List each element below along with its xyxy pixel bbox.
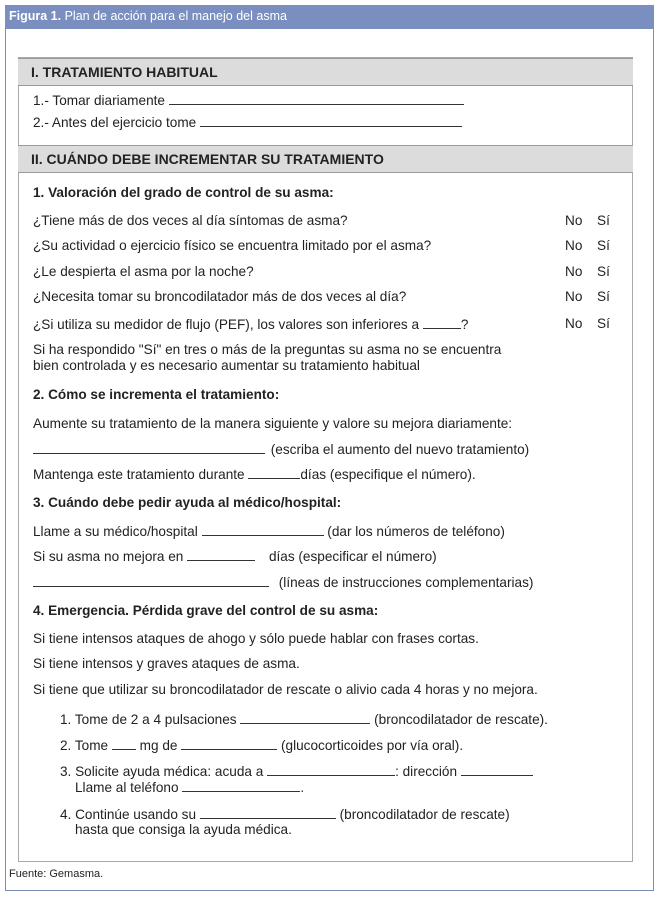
step-1-hint: (broncodilatador de rescate). xyxy=(374,712,548,727)
no-improvement-days-blank[interactable] xyxy=(187,548,255,561)
step-3-address-blank[interactable] xyxy=(461,763,533,776)
question-5-no[interactable]: No xyxy=(565,316,583,331)
step-2-hint: (glucocorticoides por vía oral). xyxy=(281,738,464,753)
step-3-phone-blank[interactable] xyxy=(182,779,300,792)
emergency-step-4 xyxy=(60,806,510,822)
extra-instructions-line xyxy=(33,574,533,590)
treatment-duration-label: Mantenga este tratamiento durante xyxy=(33,467,245,482)
emergency-condition-1: Si tiene intensos ataques de ahogo y sólo puede hablar con frases cortas. xyxy=(33,631,479,646)
increase-instruction: Aumente su tratamiento de la manera siguiente y valore su mejora diariamente: xyxy=(33,416,513,431)
daily-treatment-line xyxy=(33,92,464,108)
no-improvement-hint: días (especificar el número) xyxy=(268,549,437,564)
emergency-condition-3: Si tiene que utilizar su broncodilatador de rescate o alivio cada 4 horas y no mejora. xyxy=(33,682,538,697)
emergency-step-1 xyxy=(60,711,548,727)
question-1-si[interactable]: Sí xyxy=(597,213,610,228)
question-4-si[interactable]: Sí xyxy=(597,289,610,304)
treatment-days-hint: días (especifique el número). xyxy=(300,467,476,482)
pef-value-blank[interactable] xyxy=(423,316,461,329)
no-improvement-line xyxy=(33,548,437,564)
step-3-label: 3. Solicite ayuda médica: acuda a xyxy=(60,764,264,779)
question-2: ¿Su actividad o ejercicio físico se encuentra limitado por el asma? xyxy=(33,238,432,253)
emergency-step-2 xyxy=(60,737,463,753)
daily-treatment-label: 1.- Tomar diariamente xyxy=(33,93,165,108)
question-5-end: ? xyxy=(460,317,469,332)
question-3: ¿Le despierta el asma por la noche? xyxy=(33,264,254,279)
question-5-text: ¿Si utiliza su medidor de flujo (PEF), los valores son inferiores a xyxy=(33,317,420,332)
call-doctor-label: Llame a su médico/hospital xyxy=(33,524,198,539)
question-2-si[interactable]: Sí xyxy=(597,238,610,253)
emergency-step-3 xyxy=(60,763,533,779)
no-improvement-label: Si su asma no mejora en xyxy=(33,549,184,564)
question-4: ¿Necesita tomar su broncodilatador más de dos veces al día? xyxy=(33,289,407,304)
treatment-days-blank[interactable] xyxy=(248,466,300,479)
new-treatment-hint: (escriba el aumento del nuevo tratamiento) xyxy=(270,442,530,457)
question-4-no[interactable]: No xyxy=(565,289,583,304)
step-2-dose-blank[interactable] xyxy=(112,737,136,750)
control-note-line-1: Si ha respondido "Sí" en tres o más de la preguntas su asma no se encuentra xyxy=(33,342,502,357)
pre-exercise-line xyxy=(33,114,462,130)
figure-source: Fuente: Gemasma. xyxy=(9,868,104,880)
section-1-title: I. TRATAMIENTO HABITUAL xyxy=(31,64,218,80)
doctor-phone-blank[interactable] xyxy=(202,523,324,536)
step-4-label: 4. Continúe usando su xyxy=(60,807,197,822)
question-1: ¿Tiene más de dos veces al día síntomas de asma? xyxy=(33,213,348,228)
emergency-step-3-phone xyxy=(75,779,304,795)
treatment-duration-line xyxy=(33,466,476,482)
question-5 xyxy=(33,316,468,332)
step-4-hint: (broncodilatador de rescate) xyxy=(339,807,510,822)
step-2-unit: mg de xyxy=(139,738,178,753)
daily-treatment-blank[interactable] xyxy=(169,92,464,105)
figure-title-text: Plan de acción para el manejo del asma xyxy=(64,9,287,23)
section-2-title: II. CUÁNDO DEBE INCREMENTAR SU TRATAMIENTO xyxy=(31,151,384,167)
step-2-drug-blank[interactable] xyxy=(181,737,277,750)
question-2-no[interactable]: No xyxy=(565,238,583,253)
new-treatment-blank[interactable] xyxy=(33,441,265,454)
question-1-no[interactable]: No xyxy=(565,213,583,228)
extra-instructions-hint: (líneas de instrucciones complementarias) xyxy=(278,575,534,590)
step-1-label: 1. Tome de 2 a 4 pulsaciones xyxy=(60,712,237,727)
new-treatment-line xyxy=(33,441,529,457)
emergency-step-4-cont: hasta que consiga la ayuda médica. xyxy=(75,822,292,837)
extra-instructions-blank[interactable] xyxy=(33,574,269,587)
figure-label: Figura 1. xyxy=(9,9,62,23)
pre-exercise-label: 2.- Antes del ejercicio tome xyxy=(33,115,197,130)
step-3-phone-label: Llame al teléfono xyxy=(75,780,179,795)
seek-help-heading: 3. Cuándo debe pedir ayuda al médico/hospital: xyxy=(33,495,342,510)
step-3-place-blank[interactable] xyxy=(267,763,395,776)
control-assessment-heading: 1. Valoración del grado de control de su asma: xyxy=(33,185,334,200)
call-doctor-line xyxy=(33,523,505,539)
pre-exercise-blank[interactable] xyxy=(200,114,462,127)
call-doctor-hint: (dar los números de teléfono) xyxy=(327,524,505,539)
figure-title xyxy=(9,9,287,23)
step-1-blank[interactable] xyxy=(240,711,370,724)
question-5-si[interactable]: Sí xyxy=(597,316,610,331)
increase-treatment-heading: 2. Cómo se incrementa el tratamiento: xyxy=(33,387,280,402)
step-4-blank[interactable] xyxy=(200,806,336,819)
step-3-address-label: : dirección xyxy=(395,764,458,779)
emergency-heading: 4. Emergencia. Pérdida grave del control de su asma: xyxy=(33,603,379,618)
step-3-period: . xyxy=(300,780,305,795)
control-note-line-2: bien controlada y es necesario aumentar su tratamiento habitual xyxy=(33,358,420,373)
step-2-label: 2. Tome xyxy=(60,738,109,753)
question-3-si[interactable]: Sí xyxy=(597,264,610,279)
question-3-no[interactable]: No xyxy=(565,264,583,279)
emergency-condition-2: Si tiene intensos y graves ataques de asma. xyxy=(33,656,300,671)
